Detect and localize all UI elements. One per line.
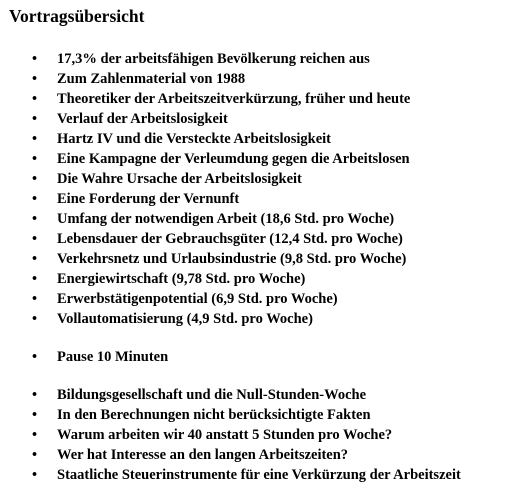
bullet-icon: • [32,71,38,87]
agenda-item-text: Lebensdauer der Gebrauchsgüter (12,4 Std. pro Woche) [57,231,403,247]
agenda-item-text: Vollautomatisierung (4,9 Std. pro Woche) [57,311,313,327]
bullet-icon: • [32,467,38,483]
bullet-icon: • [32,387,38,403]
bullet-icon: • [32,349,38,365]
agenda-item-text: Eine Forderung der Vernunft [57,191,240,207]
agenda-item-text: In den Berechnungen nicht berücksichtigte Fakten [57,407,371,423]
bullet-icon: • [32,251,38,267]
bullet-icon: • [32,311,38,327]
agenda-item-text: Energiewirtschaft (9,78 Std. pro Woche) [57,271,306,287]
bullet-icon: • [32,427,38,443]
agenda-item-text: Pause 10 Minuten [57,349,169,365]
agenda-item-text: Zum Zahlenmaterial von 1988 [57,71,246,87]
bullet-icon: • [32,131,38,147]
agenda-item-text: Die Wahre Ursache der Arbeitslosigkeit [57,171,302,187]
bullet-icon: • [32,407,38,423]
bullet-icon: • [32,91,38,107]
agenda-item-text: Warum arbeiten wir 40 anstatt 5 Stunden pro Woche? [57,427,393,443]
agenda-item-text: Umfang der notwendigen Arbeit (18,6 Std. pro Woche) [57,211,395,227]
bullet-icon: • [32,211,38,227]
bullet-icon: • [32,151,38,167]
agenda-item-text: 17,3% der arbeitsfähigen Bevölkerung reichen aus [57,51,370,67]
bullet-icon: • [32,191,38,207]
bullet-icon: • [32,447,38,463]
bullet-icon: • [32,271,38,287]
bullet-icon: • [32,231,38,247]
agenda-item-text: Hartz IV und die Versteckte Arbeitslosigkeit [57,131,332,147]
agenda-item-text: Verlauf der Arbeitslosigkeit [57,111,228,127]
bullet-icon: • [32,51,38,67]
agenda-item-text: Staatliche Steuerinstrumente für eine Verkürzung der Arbeitszeit [57,467,461,483]
agenda-item-text: Bildungsgesellschaft und die Null-Stunden-Woche [57,387,367,403]
bullet-icon: • [32,171,38,187]
agenda-item-text: Theoretiker der Arbeitszeitverkürzung, früher und heute [57,91,411,107]
agenda-item-text: Verkehrsnetz und Urlaubsindustrie (9,8 Std. pro Woche) [57,251,407,267]
bullet-icon: • [32,111,38,127]
agenda-item-text: Erwerbstätigenpotential (6,9 Std. pro Woche) [57,291,338,307]
agenda-item-text: Eine Kampagne der Verleumdung gegen die Arbeitslosen [57,151,410,167]
page-title: Vortragsübersicht [9,6,145,26]
bullet-icon: • [32,291,38,307]
agenda-item-text: Wer hat Interesse an den langen Arbeitszeiten? [57,447,349,463]
